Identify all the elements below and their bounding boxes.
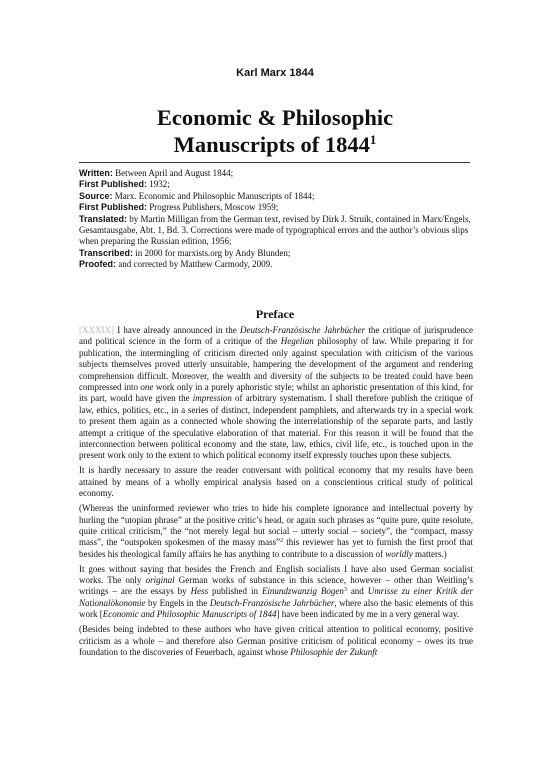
meta-value: by Martin Milligan from the German text, revised by Dirk J. Struik, contained in Marx/Engels, Gesamtausgabe, Abt. 1, Bd. 3. Corrections were made of typographical errors and the author’s obvious slips when preparing the Russian edition, 1956; — [79, 213, 471, 247]
meta-label: Written: — [79, 168, 113, 178]
meta-label: First Published: — [79, 202, 148, 213]
meta-label: Translated: — [79, 213, 128, 224]
preface-heading: Preface — [255, 307, 295, 321]
meta-proofed — [79, 259, 473, 270]
italic-run: Philosophie der Zukunft — [290, 646, 378, 657]
italic-run: Deutsch-Französische Jahrbücher — [239, 325, 366, 335]
text-run: of arbitrary systematism. I shall therefore publish the critique of law, ethics, politics, etc., in a series of distinct, independent pamphlets, and afterwards try in a special work to present them again as a connected whole showing the interrelationship of the separate parts, and lastly attempt a critique of the speculative elaboration of that material. For this reason it will be found that the interconnection between political economy and the state, law, ethics, civil life, etc., is touched upon in the present work only to the extent to which political economy itself expressly touches upon these subjects. — [79, 393, 473, 461]
footnote-marker[interactable]: 3 — [343, 587, 347, 594]
title-line-2: Manuscripts of 1844 — [173, 132, 370, 157]
title-footnote-marker[interactable]: 1 — [369, 132, 377, 147]
paragraph-4 — [79, 564, 473, 621]
meta-value: 1932; — [149, 179, 170, 190]
footnote-marker[interactable]: 2 — [280, 538, 284, 545]
italic-run: Einundzwanzig Bogen — [261, 586, 344, 597]
text-run: German works of substance in this science, however – other than Weitling’s writings – are the essays by — [79, 575, 473, 597]
meta-label: Transcribed: — [79, 247, 134, 258]
title-rule — [79, 162, 470, 163]
italic-run: Deutsch-Französische Jahrbücher — [209, 597, 335, 608]
page-marker: [XXXIX] — [79, 325, 114, 335]
paragraph-2: It is hardly necessary to assure the reader conversant with political economy that my results have been attained by means of a wholly empirical analysis based on a conscientious critical study of political economy. — [79, 465, 473, 499]
meta-value: Between April and August 1844; — [115, 168, 234, 178]
meta-label: Proofed: — [79, 259, 116, 270]
meta-transcribed — [79, 248, 473, 259]
paragraph-3 — [79, 503, 473, 560]
meta-first-published-2 — [79, 202, 473, 213]
text-run: ] have been indicated by me in a very general way. — [276, 609, 460, 620]
metadata-block — [79, 168, 473, 271]
author-line: Karl Marx 1844 — [236, 67, 314, 79]
title-line-1: Economic & Philosophic — [156, 105, 394, 130]
text-run: (Besides being indebted to these authors who have given critical attention to political economy, positive criticism as a whole – and therefore also German positive criticism of political economy – owes its true foundation to the discoveries of Feuerbach, against whose — [79, 624, 473, 657]
meta-written — [79, 168, 473, 179]
meta-value: and corrected by Matthew Carmody, 2009. — [118, 259, 273, 270]
text-run: by Engels in the — [145, 597, 210, 608]
italic-run: Hegelian — [280, 336, 314, 347]
text-run: I have already announced in the — [117, 325, 240, 335]
meta-value: Progress Publishers, Moscow 1959; — [149, 202, 279, 213]
preface-body — [79, 325, 473, 662]
meta-translated — [79, 214, 473, 248]
text-run: published in — [208, 586, 262, 597]
italic-run: Hess — [190, 586, 209, 597]
text-run: work only in a purely aphoristic style; whilst an aphoristic presentation of this kind, for its part, would have given the — [79, 382, 473, 404]
italic-run: impression — [192, 393, 232, 404]
text-run: and — [346, 586, 368, 597]
meta-value: in 2000 for marxists.org by Andy Blunden; — [135, 247, 291, 258]
text-run: It goes without saying that besides the French and English socialists I have also used German socialist works. The only — [79, 563, 473, 586]
text-run: the critique of jurisprudence and political science in the form of a critique of the — [79, 325, 473, 347]
paragraph-5 — [79, 624, 473, 658]
italic-run: Umrisse zu einer Kritik der Nationalökonomie — [79, 586, 473, 608]
meta-source — [79, 191, 473, 202]
italic-run: original — [145, 575, 175, 586]
italic-run: Economic and Philosophic Manuscripts of 1844 — [102, 609, 277, 620]
paragraph-1 — [79, 325, 473, 462]
text-run: (Whereas the uninformed reviewer who tries to hide his complete ignorance and intellectual poverty by hurling the “utopian phrase” at the positive critic’s head, or again such phrases as “quite pure, quite resolute, quite critical criticism,” the “not merely legal but social – utterly social – society”, the “compact, massy mass”, the “outspoken spokesmen of the massy mass” — [79, 503, 473, 548]
text-run: , where also the basic elements of this work [ — [79, 597, 473, 620]
text-run: matters.) — [412, 548, 447, 559]
meta-first-published — [79, 179, 473, 190]
document-title — [0, 104, 550, 158]
text-run: this reviewer has yet to furnish the first proof that besides his theological family affairs he has anything to contribute to a discussion of — [79, 537, 473, 559]
meta-label: First Published: — [79, 179, 148, 190]
meta-label: Source: — [79, 190, 113, 201]
meta-value: Marx. Economic and Philosophic Manuscripts of 1844; — [114, 190, 315, 201]
text-run: philosophy of law. While preparing it for publication, the intermingling of criticism directed only against speculation with criticism of the various subjects themselves proved utterly unsuitable, hampering the development of the argument and rendering comprehension difficult. Moreover, the wealth and diversity of the subjects to be treated could have been compressed into — [79, 336, 474, 393]
italic-run: one — [140, 382, 154, 393]
italic-run: worldly — [385, 548, 413, 559]
